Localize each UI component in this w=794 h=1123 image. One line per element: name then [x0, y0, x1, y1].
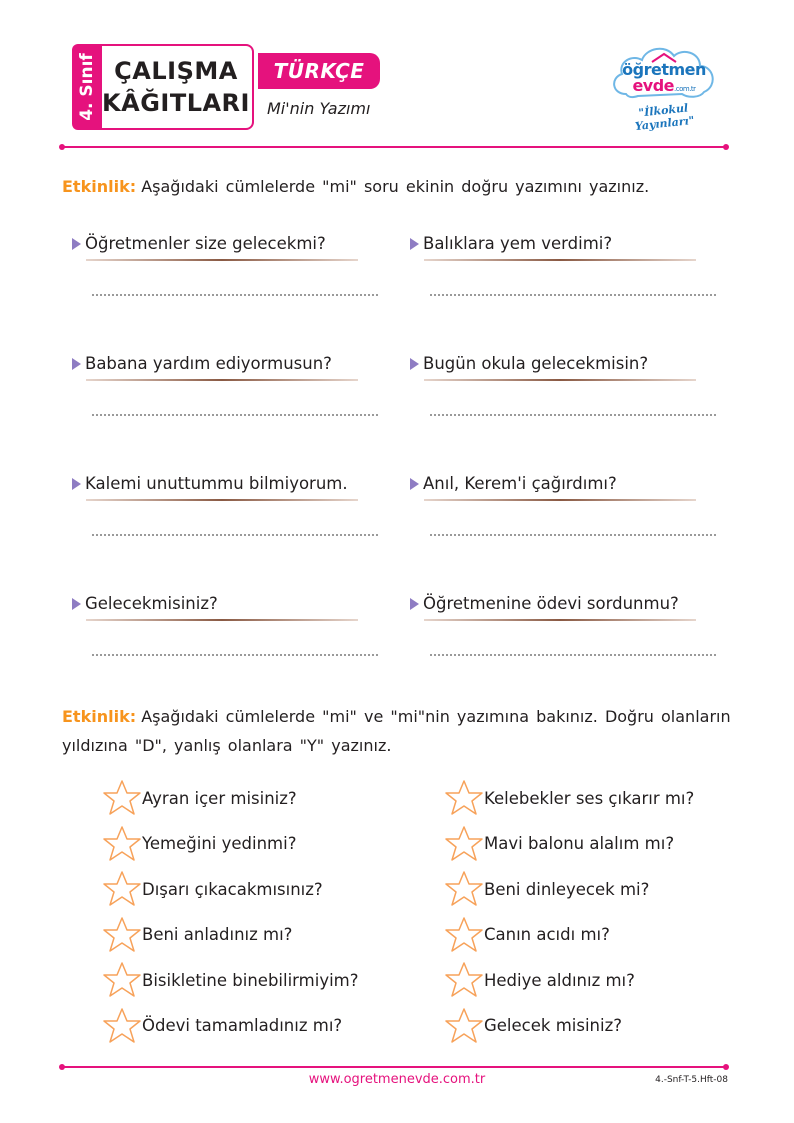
- bullet-triangle-icon: [72, 478, 81, 490]
- star-answer-item: [100, 778, 297, 818]
- star-icon[interactable]: [100, 778, 144, 818]
- answer-line[interactable]: [92, 294, 378, 296]
- question-item: [410, 474, 710, 493]
- subject-badge: TÜRKÇE: [258, 53, 380, 89]
- answer-line[interactable]: [92, 654, 378, 656]
- statement-text: Ödevi tamamladınız mı?: [142, 1016, 343, 1035]
- question-text: Bugün okula gelecekmisin?: [423, 354, 649, 373]
- star-answer-item: [100, 915, 292, 955]
- question-item: [72, 594, 372, 613]
- statement-text: Canın acıdı mı?: [484, 925, 610, 944]
- star-answer-item: [442, 869, 649, 909]
- activity-text: Aşağıdaki cümlelerde "mi" soru ekinin doğru yazımını yazınız.: [141, 177, 650, 196]
- statement-text: Mavi balonu alalım mı?: [484, 834, 675, 853]
- question-text: Anıl, Kerem'i çağırdımı?: [423, 474, 617, 493]
- star-icon[interactable]: [442, 869, 486, 909]
- underline: [86, 619, 358, 621]
- star-icon[interactable]: [442, 960, 486, 1000]
- activity-2-instruction: [62, 702, 742, 760]
- answer-line[interactable]: [430, 414, 716, 416]
- underline: [86, 379, 358, 381]
- question-item: [410, 354, 710, 373]
- star-answer-item: [100, 960, 359, 1000]
- statement-text: Beni dinleyecek mi?: [484, 879, 650, 899]
- star-icon[interactable]: [442, 915, 486, 955]
- star-icon[interactable]: [100, 869, 144, 909]
- underline: [424, 259, 696, 261]
- question-text: Babana yardım ediyormusun?: [85, 354, 332, 373]
- question-text: Balıklara yem verdimi?: [423, 234, 613, 253]
- statement-text: Gelecek misiniz?: [484, 1016, 622, 1035]
- statement-text: Ayran içer misiniz?: [142, 788, 297, 808]
- star-icon[interactable]: [442, 778, 486, 818]
- star-icon[interactable]: [442, 1006, 486, 1046]
- activity-1-instruction: [62, 172, 742, 201]
- statement-text: Kelebekler ses çıkarır mı?: [484, 788, 695, 808]
- question-text: Öğretmenine ödevi sordunmu?: [423, 594, 679, 613]
- activity-text-line-2: yıldızına "D", yanlış olanlara "Y" yazınız.: [62, 736, 392, 755]
- title-line-1: ÇALIŞMA: [114, 57, 238, 85]
- bullet-triangle-icon: [410, 478, 419, 490]
- grade-label: 4. Sınıf: [77, 53, 97, 121]
- bullet-triangle-icon: [410, 598, 419, 610]
- star-answer-item: [442, 960, 635, 1000]
- question-item: [410, 234, 710, 253]
- publisher-logo: [608, 42, 720, 134]
- question-item: [72, 234, 372, 253]
- title-line-2: KÂĞITLARI: [102, 89, 250, 117]
- statement-text: Yemeğini yedinmi?: [142, 834, 297, 853]
- logo-domain: .com.tr: [674, 85, 696, 93]
- star-icon[interactable]: [100, 1006, 144, 1046]
- statement-text: Dışarı çıkacakmısınız?: [142, 879, 323, 899]
- activity-text: Aşağıdaki cümlelerde "mi" ve "mi"nin yazımına bakınız. Doğru olanların: [141, 707, 731, 726]
- bullet-triangle-icon: [72, 238, 81, 250]
- underline: [86, 499, 358, 501]
- logo-brand-2: evde: [632, 76, 675, 95]
- footer-url: www.ogretmenevde.com.tr: [308, 1072, 486, 1087]
- star-answer-item: [100, 1006, 342, 1046]
- footer-divider: [62, 1066, 726, 1068]
- answer-line[interactable]: [430, 534, 716, 536]
- header-divider: [62, 146, 726, 148]
- question-item: [72, 474, 372, 493]
- star-answer-item: [442, 1006, 622, 1046]
- question-item: [410, 594, 710, 613]
- bullet-triangle-icon: [410, 358, 419, 370]
- topic-title: Mi'nin Yazımı: [267, 99, 371, 118]
- statement-text: Beni anladınız mı?: [142, 925, 293, 944]
- bullet-triangle-icon: [72, 598, 81, 610]
- star-icon[interactable]: [442, 824, 486, 864]
- star-answer-item: [442, 915, 610, 955]
- logo-brand-1: öğretmen: [622, 60, 706, 79]
- star-icon[interactable]: [100, 915, 144, 955]
- grade-tab: [72, 44, 102, 130]
- underline: [424, 499, 696, 501]
- question-item: [72, 354, 372, 373]
- activity-label: Etkinlik:: [62, 707, 137, 726]
- star-answer-item: [442, 778, 694, 818]
- answer-line[interactable]: [430, 654, 716, 656]
- bullet-triangle-icon: [72, 358, 81, 370]
- underline: [424, 619, 696, 621]
- bullet-triangle-icon: [410, 238, 419, 250]
- question-text: Öğretmenler size gelecekmi?: [85, 234, 326, 253]
- answer-line[interactable]: [92, 414, 378, 416]
- statement-text: Bisikletine binebilirmiyim?: [142, 970, 359, 990]
- star-icon[interactable]: [100, 960, 144, 1000]
- star-answer-item: [100, 824, 296, 864]
- answer-line[interactable]: [92, 534, 378, 536]
- title-box: [100, 44, 254, 130]
- activity-label: Etkinlik:: [62, 177, 137, 196]
- star-answer-item: [442, 824, 674, 864]
- answer-line[interactable]: [430, 294, 716, 296]
- logo-wordmark: [612, 62, 716, 97]
- underline: [86, 259, 358, 261]
- question-text: Gelecekmisiniz?: [85, 594, 218, 613]
- footer-code: 4.-Snf-T-5.Hft-08: [655, 1075, 728, 1085]
- question-text: Kalemi unuttummu bilmiyorum.: [85, 474, 348, 493]
- underline: [424, 379, 696, 381]
- logo-tagline: "İlkokul Yayınları": [634, 101, 696, 134]
- star-icon[interactable]: [100, 824, 144, 864]
- statement-text: Hediye aldınız mı?: [484, 970, 635, 990]
- star-answer-item: [100, 869, 323, 909]
